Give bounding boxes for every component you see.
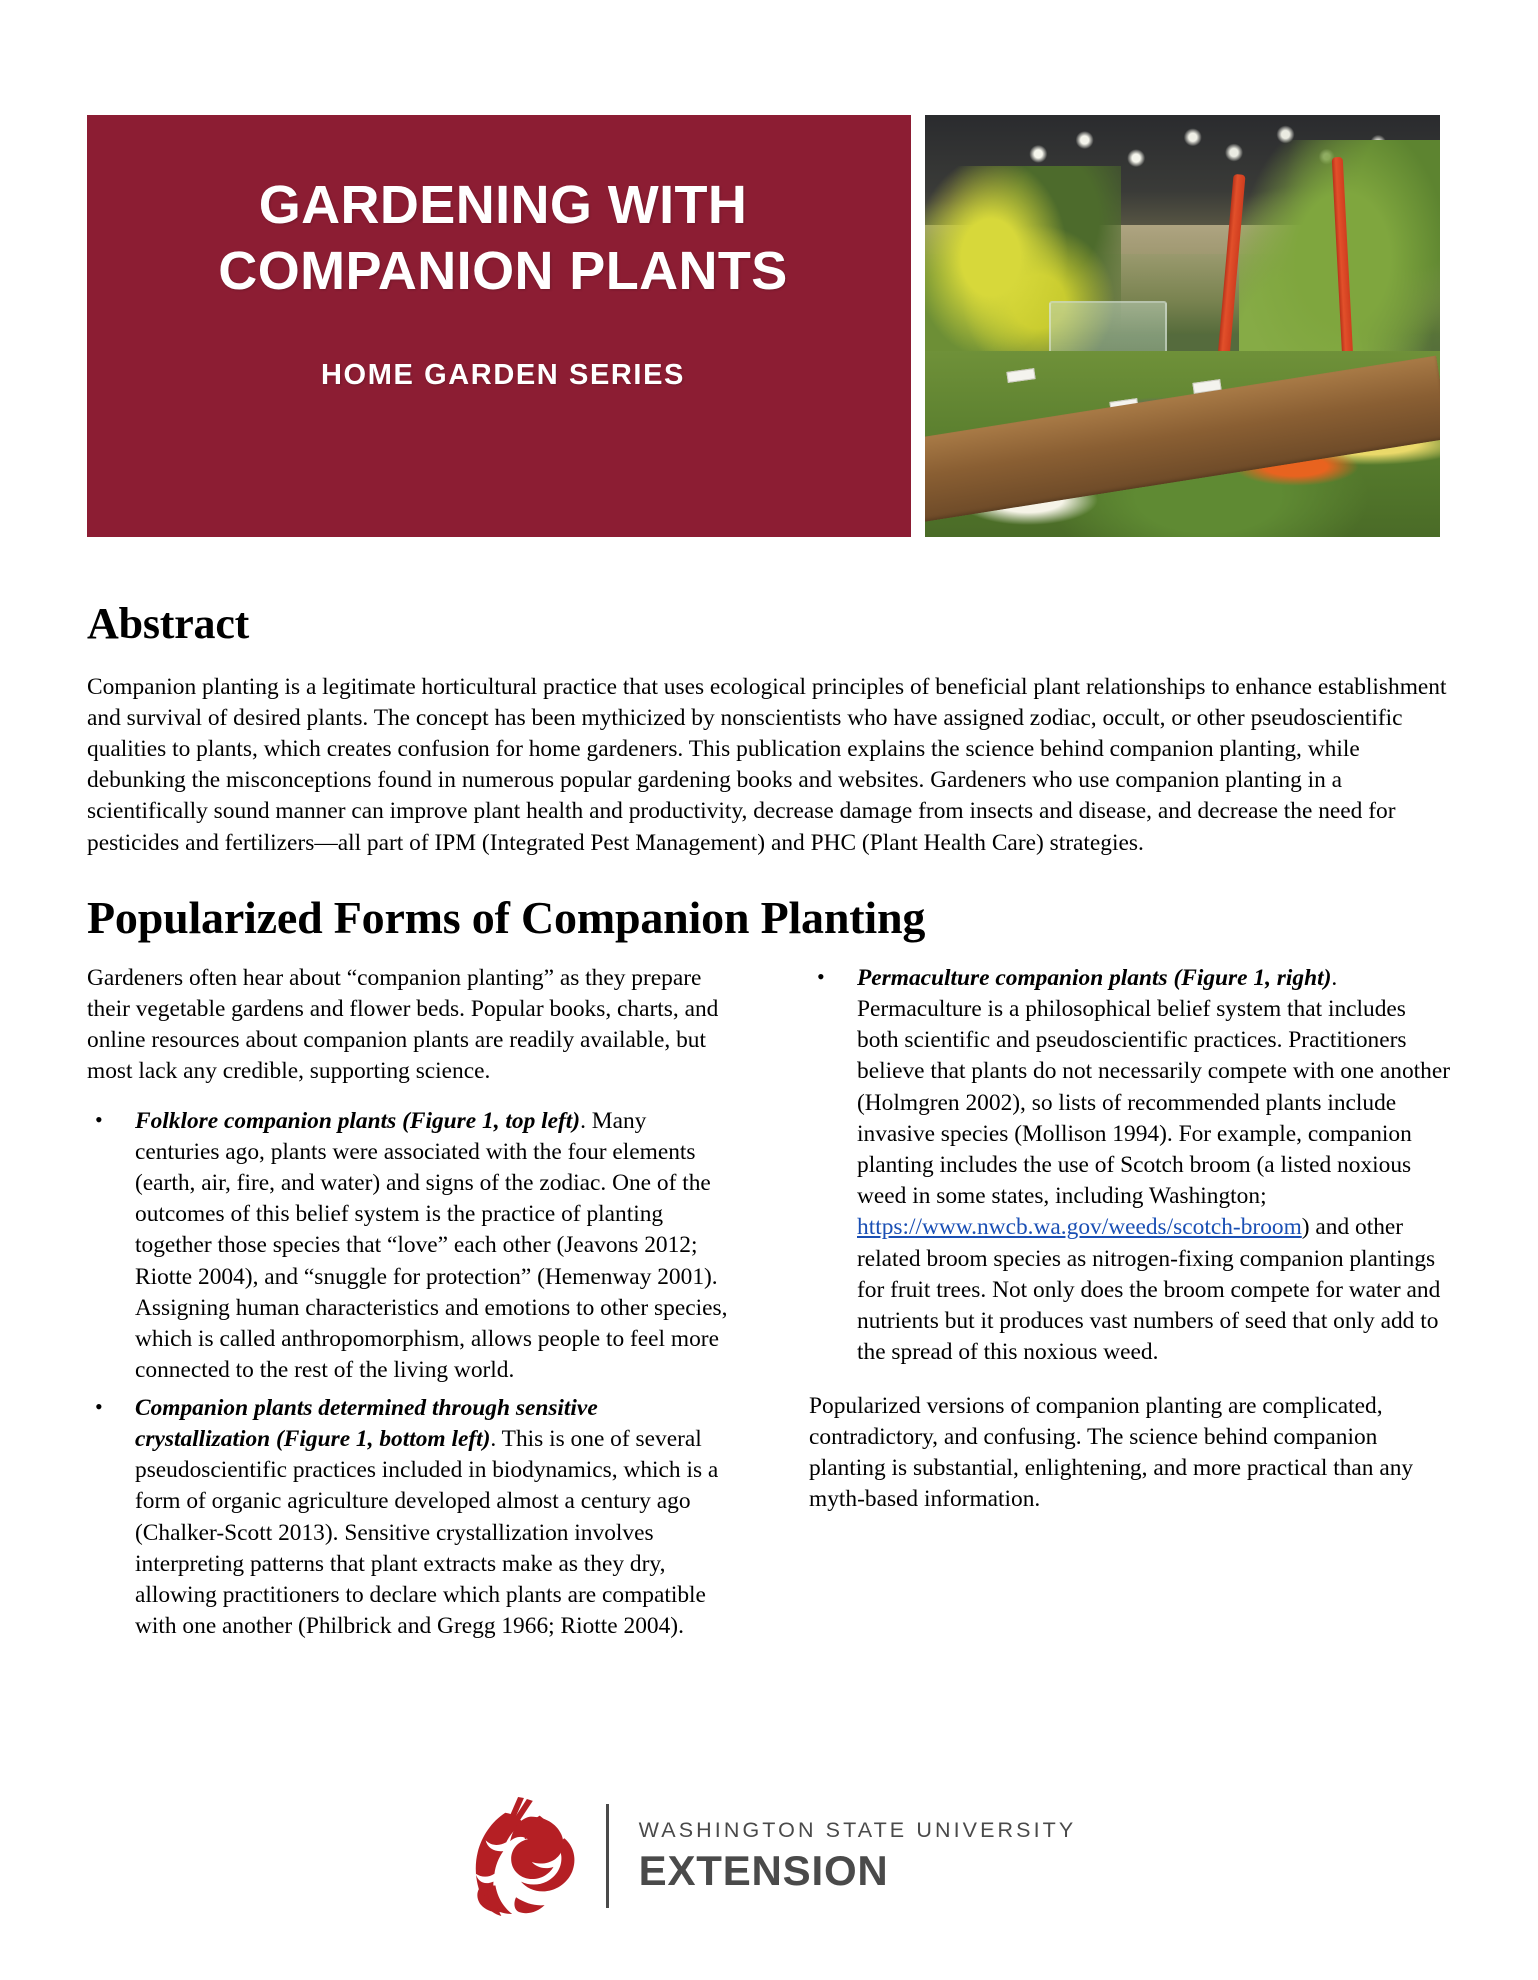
- bullet-body: . Many centuries ago, plants were associated with the four elements (earth, air, fire, and water) and signs of the zodiac. One of the outcomes of this belief system is the practice of planting together those species that “love” each other (Jeavons 2012; Riotte 2004), and “snuggle for protection” (Hemenway 2001). Assigning human characteristics and emotions to other species, which is called anthropomorphism, allows people to feel more connected to the rest of the living world.: [135, 1107, 728, 1384]
- document-body: [87, 600, 1453, 1649]
- title-block: [87, 115, 911, 537]
- list-item: [809, 963, 1453, 1369]
- page-title: [123, 173, 883, 305]
- footer: [0, 1795, 1538, 1917]
- masthead: [87, 115, 1440, 537]
- title-line-1: GARDENING WITH: [258, 175, 748, 235]
- column-right: [809, 963, 1453, 1649]
- title-line-2: COMPANION PLANTS: [218, 240, 788, 301]
- bullet-lead-in: Companion plants determined through sensitive crystallization (Figure 1, bottom left): [135, 1394, 598, 1452]
- popularized-intro: Gardeners often hear about “companion planting” as they prepare their vegetable gardens and flower beds. Popular books, charts, and online resources about companion plants are readily available, but most lack any credible, supporting science.: [87, 964, 719, 1085]
- masthead-gutter: [911, 115, 925, 537]
- abstract-heading: Abstract: [87, 599, 250, 648]
- wsu-cougar-logo-icon: [462, 1795, 580, 1917]
- popularized-closing-paragraph: Popularized versions of companion planting are complicated, contradictory, and confusing. The science behind companion planting is substantial, enlightening, and more practical than any myth-based information.: [809, 1392, 1414, 1513]
- scotch-broom-link[interactable]: https://www.nwcb.wa.gov/weeds/scotch-broom: [857, 1214, 1302, 1241]
- column-left: [87, 963, 731, 1649]
- list-item: [87, 1393, 731, 1643]
- popularized-bullet-list-left: [87, 1106, 731, 1643]
- wsu-extension-logo: [462, 1795, 1077, 1917]
- logo-divider: [606, 1804, 609, 1908]
- popularized-heading: Popularized Forms of Companion Planting: [87, 891, 926, 943]
- logo-extension-line: EXTENSION: [638, 1847, 889, 1895]
- bullet-lead-in: Folklore companion plants (Figure 1, top left): [135, 1107, 581, 1134]
- two-column-layout: [87, 963, 1453, 1649]
- popularized-bullet-list-right: [809, 963, 1453, 1369]
- bullet-body-after-link: ) and other related broom species as nitrogen-fixing companion plantings for fruit trees. Not only does the broom compete for water and nutrients but it produces vast numbers of seed that only add to the spread of this noxious weed.: [857, 1214, 1441, 1366]
- bullet-body-before-link: . Permaculture is a philosophical belief system that includes both scientific and pseudoscientific practices. Practitioners believe that plants do not necessarily compete with one another (Holmgren 2002), so lists of recommended plants include invasive species (Mollison 1994). For example, companion planting includes the use of Scotch broom (a listed noxious weed in some states, including Washington;: [857, 964, 1451, 1210]
- logo-university-line: WASHINGTON STATE UNIVERSITY: [638, 1817, 1077, 1842]
- abstract-paragraph: Companion planting is a legitimate horticultural practice that uses ecological principles of beneficial plant relationships to enhance establishment and survival of desired plants. The concept has been mythicized by nonscientists who have assigned zodiac, occult, or other pseudoscientific qualities to plants, which creates confusion for home gardeners. This publication explains the science behind companion planting, while debunking the misconceptions found in numerous popular gardening books and websites. Gardeners who use companion planting in a scientifically sound manner can improve plant health and productivity, decrease damage from insects and disease, and decrease the need for pesticides and fertilizers—all part of IPM (Integrated Pest Management) and PHC (Plant Health Care) strategies.: [87, 673, 1447, 856]
- bullet-lead-in: Permaculture companion plants (Figure 1, right): [857, 964, 1332, 991]
- photo-plant-label: [1007, 368, 1036, 383]
- series-subtitle: HOME GARDEN SERIES: [321, 358, 685, 391]
- cover-photo: [925, 115, 1440, 537]
- logo-wordmark: [638, 1817, 1077, 1895]
- bullet-body: . This is one of several pseudoscientific practices included in biodynamics, which is a form of organic agriculture developed almost a century ago (Chalker-Scott 2013). Sensitive crystallization involves interpreting patterns that plant extracts make as they dry, allowing practitioners to declare which plants are compatible with one another (Philbrick and Gregg 1966; Riotte 2004).: [135, 1425, 719, 1640]
- list-item: [87, 1106, 731, 1387]
